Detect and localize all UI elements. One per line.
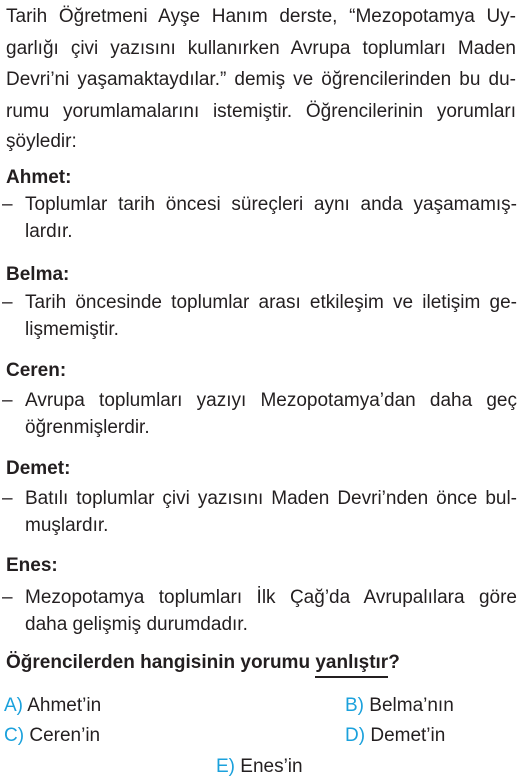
answer-option-d[interactable] (345, 725, 445, 747)
student-name: Ceren: (6, 360, 67, 381)
answer-option-a[interactable] (4, 695, 101, 717)
comment-line: muşlardır. (25, 515, 109, 536)
option-text: Ahmet’in (27, 695, 102, 716)
option-letter: C) (4, 725, 25, 746)
intro-line: rumu yorumlamalarını istemiştir. Öğrencilerinin yorumları (6, 101, 516, 122)
answer-option-b[interactable] (345, 695, 454, 717)
option-text: Belma’nın (369, 695, 454, 716)
dash-bullet: – (2, 587, 13, 608)
comment-line: Tarih öncesinde toplumlar arası etkileşim ve iletişim ge- (25, 292, 517, 313)
dash-bullet: – (2, 488, 13, 509)
comment-line: Mezopotamya toplumları İlk Çağ’da Avrupalılara göre (25, 587, 517, 608)
dash-bullet: – (2, 292, 13, 313)
intro-line: Devri’ni yaşamaktaydılar.” demiş ve öğrencilerinden bu du- (6, 69, 516, 90)
option-text: Enes’in (240, 756, 303, 777)
question-text: Öğrencilerden hangisinin yorumu (6, 652, 316, 673)
intro-line: garlığı çivi yazısını kullanırken Avrupa toplumları Maden (6, 38, 516, 59)
dash-bullet: – (2, 194, 13, 215)
comment-line: daha gelişmiş durumdadır. (25, 614, 248, 635)
comment-line: lardır. (25, 221, 73, 242)
student-name: Enes: (6, 555, 58, 576)
option-letter: A) (4, 695, 23, 716)
option-text: Demet’in (370, 725, 446, 746)
question-prompt (6, 651, 400, 675)
comment-line: öğrenmişlerdir. (25, 417, 150, 438)
question-mark: ? (388, 652, 400, 673)
answer-option-e[interactable] (216, 756, 303, 778)
option-letter: E) (216, 756, 235, 777)
intro-line: şöyledir: (6, 131, 77, 152)
option-letter: D) (345, 725, 366, 746)
student-name: Belma: (6, 264, 70, 285)
question-emphasis: yanlıştır (315, 652, 388, 678)
comment-line: Batılı toplumlar çivi yazısını Maden Devri’nden önce bul- (25, 488, 517, 509)
intro-line: Tarih Öğretmeni Ayşe Hanım derste, “Mezopotamya Uy- (6, 6, 516, 27)
comment-line: Avrupa toplumları yazıyı Mezopotamya’dan daha geç (25, 390, 517, 411)
answer-option-c[interactable] (4, 725, 100, 747)
dash-bullet: – (2, 390, 13, 411)
option-letter: B) (345, 695, 364, 716)
option-text: Ceren’in (29, 725, 101, 746)
comment-line: lişmemiştir. (25, 319, 119, 340)
student-name: Ahmet: (6, 167, 72, 188)
student-name: Demet: (6, 458, 71, 479)
comment-line: Toplumlar tarih öncesi süreçleri aynı anda yaşamamış- (25, 194, 517, 215)
